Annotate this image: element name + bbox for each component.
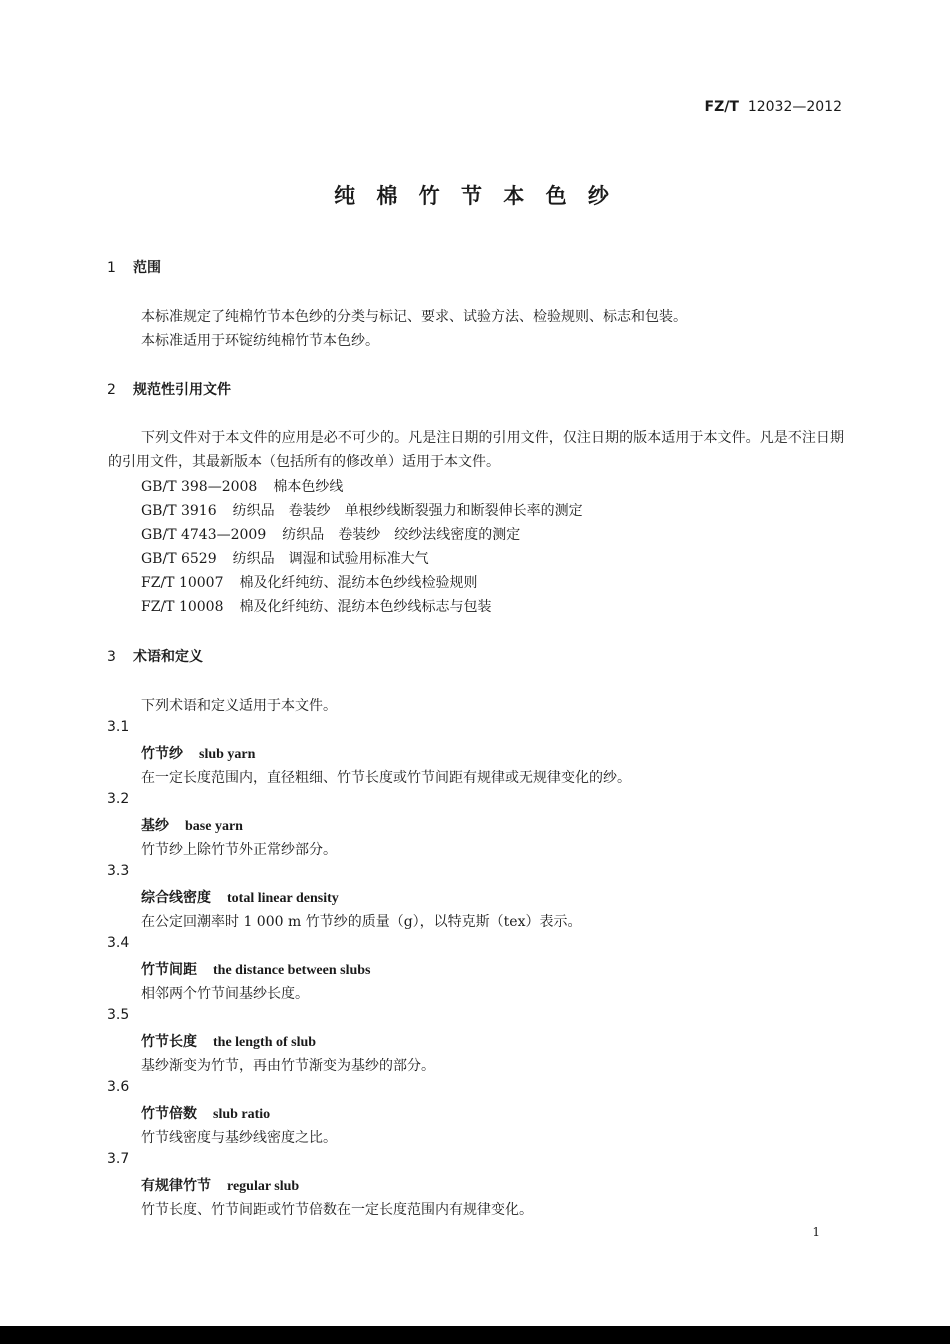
term-en: base yarn (185, 819, 243, 834)
term-zh: 竹节间距 (141, 962, 197, 978)
reference-item (141, 548, 429, 568)
term-number: 3.5 (107, 1007, 130, 1023)
reference-code: FZ/T 10008 (141, 599, 224, 615)
section-title: 术语和定义 (133, 649, 203, 665)
term-zh: 有规律竹节 (141, 1178, 211, 1194)
reference-title: 棉及化纤纯纺、混纺本色纱线标志与包装 (239, 599, 492, 615)
reference-item (141, 572, 477, 592)
page-title: 纯 棉 竹 节 本 色 纱 (334, 184, 616, 208)
reference-item (141, 596, 491, 616)
reference-item (141, 524, 520, 544)
paragraph: 下列术语和定义适用于本文件。 (141, 698, 337, 714)
standard-year: 12032—2012 (747, 99, 842, 115)
section-2-heading (107, 379, 231, 399)
term-en: regular slub (227, 1179, 300, 1194)
section-title: 规范性引用文件 (133, 382, 231, 398)
section-title: 范围 (133, 260, 161, 276)
section-3-heading (107, 646, 203, 666)
term-en: slub yarn (199, 747, 256, 762)
reference-title: 纺织品 调湿和试验用标准大气 (232, 551, 429, 567)
reference-title: 棉本色纱线 (273, 479, 344, 495)
section-number: 1 (107, 260, 116, 276)
term-definition: 竹节长度、竹节间距或竹节倍数在一定长度范围内有规律变化。 (141, 1202, 533, 1218)
term-definition: 基纱渐变为竹节，再由竹节渐变为基纱的部分。 (141, 1058, 435, 1074)
term-zh: 竹节纱 (141, 746, 183, 762)
term-heading (141, 1031, 316, 1051)
term-heading (141, 1175, 299, 1195)
reference-code: GB/T 6529 (141, 551, 217, 567)
paragraph: 下列文件对于本文件的应用是必不可少的。凡是注日期的引用文件，仅注日期的版本适用于本文件。凡是不注日期的引用文件，其最新版本（包括所有的修改单）适用于本文件。 (108, 430, 844, 470)
term-heading (141, 959, 371, 979)
term-number: 3.6 (107, 1079, 130, 1095)
term-heading (141, 1103, 270, 1123)
term-heading (141, 815, 243, 835)
term-zh: 竹节长度 (141, 1034, 197, 1050)
reference-title: 纺织品 卷装纱 绞纱法线密度的测定 (282, 527, 521, 543)
term-number: 3.1 (107, 719, 130, 735)
reference-item (141, 476, 343, 496)
reference-code: FZ/T 10007 (141, 575, 224, 591)
term-definition: 在公定回潮率时 1 000 m 竹节纱的质量（g），以特克斯（tex）表示。 (141, 914, 582, 930)
section-1-heading (107, 257, 161, 277)
reference-title: 纺织品 卷装纱 单根纱线断裂强力和断裂伸长率的测定 (232, 503, 583, 519)
term-en: total linear density (227, 891, 339, 906)
term-zh: 基纱 (141, 818, 169, 834)
term-en: the distance between slubs (213, 963, 371, 978)
term-heading (141, 887, 339, 907)
page-bottom-bar (0, 1326, 950, 1344)
term-definition: 竹节线密度与基纱线密度之比。 (141, 1130, 337, 1146)
reference-code: GB/T 3916 (141, 503, 217, 519)
term-number: 3.3 (107, 863, 130, 879)
page-number: 1 (812, 1225, 820, 1239)
standard-code: FZ/T (704, 99, 739, 115)
standard-number (705, 99, 842, 115)
reference-item (141, 500, 583, 520)
term-number: 3.2 (107, 791, 130, 807)
section-number: 2 (107, 382, 116, 398)
term-heading (141, 743, 255, 763)
term-zh: 综合线密度 (141, 890, 211, 906)
term-definition: 在一定长度范围内，直径粗细、竹节长度或竹节间距有规律或无规律变化的纱。 (141, 770, 631, 786)
term-definition: 相邻两个竹节间基纱长度。 (141, 986, 309, 1002)
term-zh: 竹节倍数 (141, 1106, 197, 1122)
term-number: 3.4 (107, 935, 130, 951)
reference-title: 棉及化纤纯纺、混纺本色纱线检验规则 (239, 575, 478, 591)
term-en: slub ratio (213, 1107, 271, 1122)
term-number: 3.7 (107, 1151, 130, 1167)
paragraph: 本标准规定了纯棉竹节本色纱的分类与标记、要求、试验方法、检验规则、标志和包装。 (141, 309, 687, 325)
section-number: 3 (107, 649, 116, 665)
paragraph: 本标准适用于环锭纺纯棉竹节本色纱。 (141, 333, 379, 349)
term-definition: 竹节纱上除竹节外正常纱部分。 (141, 842, 337, 858)
term-en: the length of slub (213, 1035, 317, 1050)
reference-code: GB/T 398—2008 (141, 479, 258, 495)
reference-code: GB/T 4743—2009 (141, 527, 267, 543)
